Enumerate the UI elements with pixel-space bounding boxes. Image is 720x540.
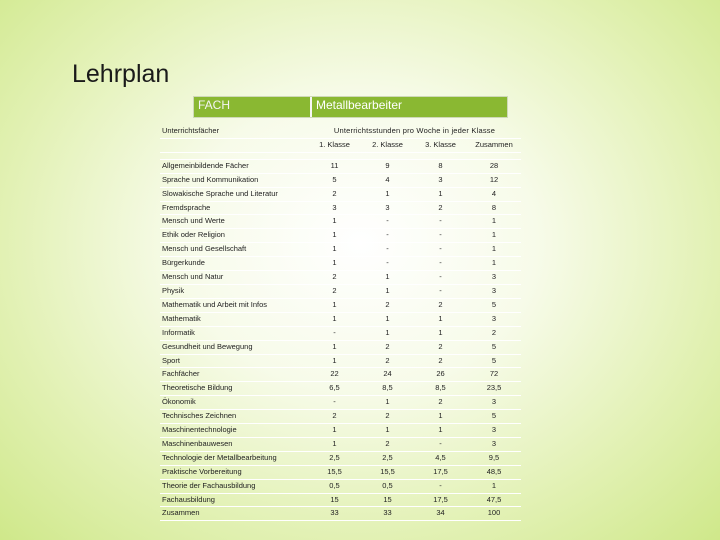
header-profession: Metallbearbeiter bbox=[316, 98, 403, 112]
hours-cell: 2 bbox=[361, 354, 414, 368]
hours-cell: 34 bbox=[414, 507, 467, 521]
subject-name: Ethik oder Religion bbox=[160, 229, 308, 243]
curriculum-table bbox=[160, 125, 521, 521]
hours-cell: 1 bbox=[361, 312, 414, 326]
hours-cell: 2 bbox=[414, 340, 467, 354]
hours-cell: 3 bbox=[467, 271, 521, 285]
subject-name: Slowakische Sprache und Literatur bbox=[160, 187, 308, 201]
hours-cell: 23,5 bbox=[467, 382, 521, 396]
column-header: 1. Klasse bbox=[308, 138, 361, 152]
hours-cell: 2 bbox=[361, 437, 414, 451]
hours-cell: 1 bbox=[467, 257, 521, 271]
hours-cell: 33 bbox=[361, 507, 414, 521]
hours-cell: 24 bbox=[361, 368, 414, 382]
table-row bbox=[160, 354, 521, 368]
hours-cell: 2 bbox=[308, 410, 361, 424]
hours-cell: 1 bbox=[308, 312, 361, 326]
hours-cell: 1 bbox=[308, 437, 361, 451]
hours-cell: - bbox=[414, 437, 467, 451]
hours-cell: 3 bbox=[467, 396, 521, 410]
hours-cell: 9 bbox=[361, 159, 414, 173]
subject-name: Gesundheit und Bewegung bbox=[160, 340, 308, 354]
hours-cell: 2 bbox=[467, 326, 521, 340]
hours-cell: 17,5 bbox=[414, 465, 467, 479]
hours-cell: 0,5 bbox=[361, 479, 414, 493]
table-row bbox=[160, 215, 521, 229]
hours-cell: 5 bbox=[467, 298, 521, 312]
hours-cell: 2 bbox=[414, 396, 467, 410]
hours-cell: 1 bbox=[308, 424, 361, 438]
hours-cell: 5 bbox=[308, 173, 361, 187]
subject-name: Praktische Vorbereitung bbox=[160, 465, 308, 479]
hours-cell: 1 bbox=[361, 326, 414, 340]
column-header: 2. Klasse bbox=[361, 138, 414, 152]
subject-name: Informatik bbox=[160, 326, 308, 340]
subject-name: Fachausbildung bbox=[160, 493, 308, 507]
hours-cell: 2 bbox=[308, 187, 361, 201]
hours-cell: - bbox=[361, 215, 414, 229]
hours-cell: 33 bbox=[308, 507, 361, 521]
hours-cell: 1 bbox=[414, 410, 467, 424]
hours-cell: 28 bbox=[467, 159, 521, 173]
hours-cell: 2 bbox=[361, 410, 414, 424]
hours-cell: 100 bbox=[467, 507, 521, 521]
hours-cell: - bbox=[414, 479, 467, 493]
hours-cell: 1 bbox=[361, 271, 414, 285]
hours-cell: 1 bbox=[414, 424, 467, 438]
hours-cell: 4 bbox=[467, 187, 521, 201]
subject-name: Maschinenbauwesen bbox=[160, 437, 308, 451]
hours-cell: 4,5 bbox=[414, 451, 467, 465]
subject-name: Allgemeinbildende Fächer bbox=[160, 159, 308, 173]
table-row bbox=[160, 451, 521, 465]
table-row bbox=[160, 312, 521, 326]
hours-cell: 1 bbox=[361, 396, 414, 410]
hours-cell: 3 bbox=[361, 201, 414, 215]
hours-cell: 8,5 bbox=[361, 382, 414, 396]
hours-cell: 3 bbox=[308, 201, 361, 215]
subject-name: Physik bbox=[160, 284, 308, 298]
hours-cell: 3 bbox=[467, 312, 521, 326]
hours-cell: 15 bbox=[361, 493, 414, 507]
table-row bbox=[160, 173, 521, 187]
subject-name: Zusammen bbox=[160, 507, 308, 521]
hours-cell: 9,5 bbox=[467, 451, 521, 465]
curriculum-table-wrap bbox=[160, 125, 521, 521]
hours-cell: - bbox=[414, 284, 467, 298]
hours-cell: 2,5 bbox=[308, 451, 361, 465]
table-row bbox=[160, 298, 521, 312]
hours-cell: - bbox=[361, 243, 414, 257]
hours-cell: - bbox=[414, 215, 467, 229]
hours-cell: 17,5 bbox=[414, 493, 467, 507]
table-row bbox=[160, 410, 521, 424]
hours-cell: 1 bbox=[308, 257, 361, 271]
hours-cell: 15,5 bbox=[361, 465, 414, 479]
hours-cell: 3 bbox=[467, 424, 521, 438]
table-header-bar bbox=[193, 96, 508, 118]
table-row bbox=[160, 424, 521, 438]
subject-name: Sprache und Kommunikation bbox=[160, 173, 308, 187]
table-row bbox=[160, 187, 521, 201]
subject-name: Sport bbox=[160, 354, 308, 368]
column-header-row bbox=[160, 138, 521, 152]
hours-cell: 47,5 bbox=[467, 493, 521, 507]
column-header: 3. Klasse bbox=[414, 138, 467, 152]
hours-cell: 1 bbox=[467, 215, 521, 229]
hours-cell: 48,5 bbox=[467, 465, 521, 479]
table-row bbox=[160, 493, 521, 507]
hours-cell: - bbox=[414, 271, 467, 285]
hours-cell: 1 bbox=[308, 229, 361, 243]
hours-cell: 2 bbox=[308, 271, 361, 285]
hours-cell: 15,5 bbox=[308, 465, 361, 479]
hours-cell: 12 bbox=[467, 173, 521, 187]
page-title: Lehrplan bbox=[72, 60, 170, 88]
subject-name: Mensch und Natur bbox=[160, 271, 308, 285]
hours-cell: 26 bbox=[414, 368, 467, 382]
hours-cell: 2 bbox=[414, 298, 467, 312]
hours-cell: - bbox=[308, 396, 361, 410]
subject-name: Technisches Zeichnen bbox=[160, 410, 308, 424]
hours-cell: 1 bbox=[467, 229, 521, 243]
hours-group-header: Unterrichtsstunden pro Woche in jeder Klasse bbox=[308, 125, 521, 138]
header-fach: FACH bbox=[194, 97, 312, 117]
subject-name: Theoretische Bildung bbox=[160, 382, 308, 396]
hours-cell: 1 bbox=[308, 354, 361, 368]
hours-cell: - bbox=[414, 229, 467, 243]
subject-name: Mensch und Werte bbox=[160, 215, 308, 229]
hours-cell: - bbox=[414, 243, 467, 257]
table-row bbox=[160, 382, 521, 396]
subject-name: Fremdsprache bbox=[160, 201, 308, 215]
hours-cell: 1 bbox=[414, 187, 467, 201]
spacer-row bbox=[160, 152, 521, 159]
table-row bbox=[160, 368, 521, 382]
hours-cell: 1 bbox=[308, 243, 361, 257]
hours-cell: 2 bbox=[361, 298, 414, 312]
hours-cell: 5 bbox=[467, 340, 521, 354]
table-row bbox=[160, 243, 521, 257]
subject-name: Fachfächer bbox=[160, 368, 308, 382]
group-header-row bbox=[160, 125, 521, 138]
hours-cell: - bbox=[361, 229, 414, 243]
hours-cell: 2 bbox=[361, 340, 414, 354]
hours-cell: 2 bbox=[414, 201, 467, 215]
hours-cell: 2 bbox=[308, 284, 361, 298]
table-row bbox=[160, 257, 521, 271]
table-row bbox=[160, 284, 521, 298]
table-row bbox=[160, 340, 521, 354]
hours-cell: 3 bbox=[467, 437, 521, 451]
hours-cell: 5 bbox=[467, 354, 521, 368]
hours-cell: 0,5 bbox=[308, 479, 361, 493]
hours-cell: 3 bbox=[467, 284, 521, 298]
hours-cell: 1 bbox=[308, 340, 361, 354]
table-row bbox=[160, 326, 521, 340]
hours-cell: 72 bbox=[467, 368, 521, 382]
hours-cell: 1 bbox=[361, 424, 414, 438]
table-row bbox=[160, 159, 521, 173]
column-header: Zusammen bbox=[467, 138, 521, 152]
table-row bbox=[160, 271, 521, 285]
hours-cell: 1 bbox=[361, 187, 414, 201]
table-row bbox=[160, 229, 521, 243]
hours-cell: 4 bbox=[361, 173, 414, 187]
hours-cell: 1 bbox=[361, 284, 414, 298]
subject-name: Theorie der Fachausbildung bbox=[160, 479, 308, 493]
hours-cell: 2 bbox=[414, 354, 467, 368]
hours-cell: - bbox=[361, 257, 414, 271]
hours-cell: 8,5 bbox=[414, 382, 467, 396]
subject-name: Maschinentechnologie bbox=[160, 424, 308, 438]
hours-cell: 22 bbox=[308, 368, 361, 382]
subject-name: Mathematik bbox=[160, 312, 308, 326]
hours-cell: 1 bbox=[308, 298, 361, 312]
hours-cell: 8 bbox=[414, 159, 467, 173]
subject-name: Mathematik und Arbeit mit Infos bbox=[160, 298, 308, 312]
hours-cell: 11 bbox=[308, 159, 361, 173]
hours-cell: 1 bbox=[308, 215, 361, 229]
hours-cell: - bbox=[414, 257, 467, 271]
hours-cell: 1 bbox=[467, 479, 521, 493]
table-row bbox=[160, 465, 521, 479]
table-row bbox=[160, 396, 521, 410]
hours-cell: - bbox=[308, 326, 361, 340]
hours-cell: 2,5 bbox=[361, 451, 414, 465]
subject-column-header: Unterrichtsfächer bbox=[160, 125, 308, 138]
table-row bbox=[160, 437, 521, 451]
subject-name: Technologie der Metallbearbeitung bbox=[160, 451, 308, 465]
table-row bbox=[160, 479, 521, 493]
table-row bbox=[160, 201, 521, 215]
hours-cell: 1 bbox=[414, 326, 467, 340]
hours-cell: 1 bbox=[467, 243, 521, 257]
hours-cell: 15 bbox=[308, 493, 361, 507]
hours-cell: 3 bbox=[414, 173, 467, 187]
hours-cell: 1 bbox=[414, 312, 467, 326]
hours-cell: 6,5 bbox=[308, 382, 361, 396]
table-row bbox=[160, 507, 521, 521]
subject-name: Bürgerkunde bbox=[160, 257, 308, 271]
hours-cell: 5 bbox=[467, 410, 521, 424]
hours-cell: 8 bbox=[467, 201, 521, 215]
subject-name: Mensch und Gesellschaft bbox=[160, 243, 308, 257]
blank-header-cell bbox=[160, 138, 308, 152]
subject-name: Ökonomik bbox=[160, 396, 308, 410]
